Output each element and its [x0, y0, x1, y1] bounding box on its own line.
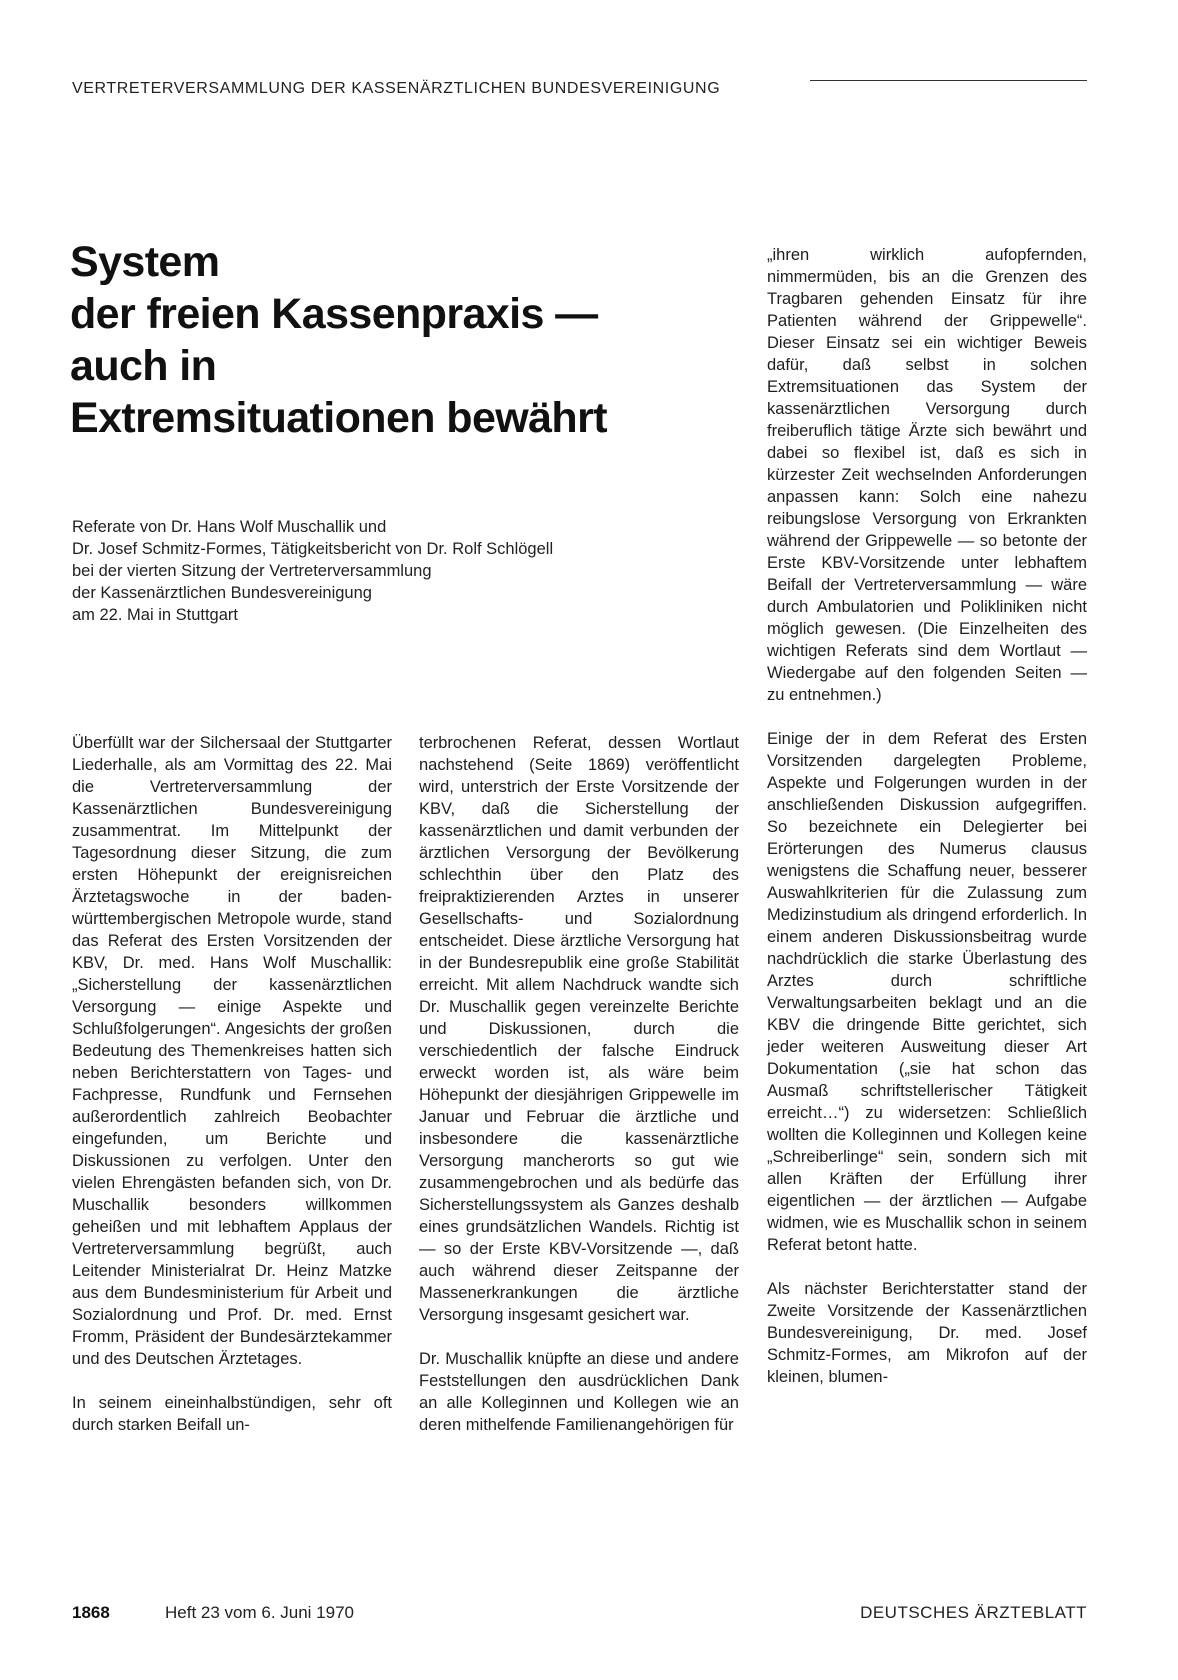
subtitle-line: am 22. Mai in Stuttgart: [72, 606, 238, 624]
page-number: 1868: [72, 1603, 110, 1622]
journal-name: DEUTSCHES ÄRZTEBLATT: [860, 1603, 1087, 1622]
paragraph: Einige der in dem Referat des Ersten Vorsitzenden dargelegten Probleme, Aspekte und Folgerungen wurden in der anschließenden Diskussion aufgegriffen. So bezeichnete ein Delegierter bei Erörterungen des Numerus clausus wenigstens die Schaffung neuer, besserer Auswahlkriterien für die Zulassung zum Medizinstudium als dringend erforderlich. In einem anderen Diskussionsbeitrag wurde nachdrücklich die starke Überlastung des Arztes durch schriftliche Verwaltungsarbeiten beklagt und an die KBV die dringende Bitte gerichtet, sich jeder weiteren Ausweitung dieser Art Dokumentation („sie hat schon das Ausmaß schriftstellerischer Tätigkeit erreicht…“) zu widersetzen: Schließlich wollten die Kolleginnen und Kollegen keine „Schreiberlinge“ sein, sondern sich mit allen Kräften der Erfüllung ihrer eigentlichen — der ärztlichen — Aufgabe widmen, wie es Muschallik schon in seinem Referat betont hatte.: [767, 730, 1087, 1254]
paragraph: Als nächster Berichterstatter stand der Zweite Vorsitzende der Kassenärztlichen Bundesvereinigung, Dr. med. Josef Schmitz-Formes, am Mikrofon auf der kleinen, blumen-: [767, 1280, 1087, 1386]
text-column-left: [72, 732, 392, 1436]
text-column-right: [767, 244, 1087, 1388]
paragraph: terbrochenen Referat, dessen Wortlaut nachstehend (Seite 1869) veröffentlicht wird, unterstrich der Erste Vorsitzende der KBV, daß die Sicherstellung der kassenärztlichen und damit verbunden der ärztlichen Versorgung der Bevölkerung schlechthin über den Platz des freipraktizierenden Arztes in unserer Gesellschafts- und Sozialordnung entscheidet. Diese ärztliche Versorgung hat in der Bundesrepublik eine große Stabilität erreicht. Mit allem Nachdruck wandte sich Dr. Muschallik gegen vereinzelte Berichte und Diskussionen, durch die verschiedentlich der falsche Eindruck erweckt worden ist, als wäre beim Höhepunkt der diesjährigen Grippewelle im Januar und Februar die ärztliche und insbesondere die kassenärztliche Versorgung mancherorts so gut wie zusammengebrochen und als bedürfe das Sicherstellungssystem als Ganzes deshalb eines grundsätzlichen Wandels. Richtig ist — so der Erste KBV-Vorsitzende —, daß auch während dieser Zeitspanne der Massenerkrankungen die ärztliche Versorgung insgesamt gesichert war.: [419, 734, 739, 1324]
subtitle-line: Referate von Dr. Hans Wolf Muschallik und: [72, 518, 387, 536]
subtitle-line: Dr. Josef Schmitz-Formes, Tätigkeitsbericht von Dr. Rolf Schlögell: [72, 540, 554, 558]
running-header: VERTRETERVERSAMMLUNG DER KASSENÄRZTLICHEN BUNDESVEREINIGUNG: [72, 80, 721, 97]
subtitle-line: der Kassenärztlichen Bundesvereinigung: [72, 584, 372, 602]
article-title: [70, 236, 710, 444]
paragraph: Überfüllt war der Silchersaal der Stuttgarter Liederhalle, als am Vormittag des 22. Mai die Vertreterversammlung der Kassenärztlichen Bundesvereinigung zusammentrat. Im Mittelpunkt der Tagesordnung dieser Sitzung, die zum ersten Höhepunkt der ereignisreichen Ärztetagswoche in der baden-württembergischen Metropole wurde, stand das Referat des Ersten Vorsitzenden der KBV, Dr. med. Hans Wolf Muschallik: „Sicherstellung der kassenärztlichen Versorgung — einige Aspekte und Schlußfolgerungen“. Angesichts der großen Bedeutung des Themenkreises hatten sich neben Berichterstattern von Tages- und Fachpresse, Rundfunk und Fernsehen außerordentlich zahlreich Beobachter eingefunden, um Berichte und Diskussionen zu verfolgen. Unter den vielen Ehrengästen befanden sich, von Dr. Muschallik besonders willkommen geheißen und mit lebhaftem Applaus der Vertreterversammlung begrüßt, auch Leitender Ministerialrat Dr. Heinz Matzke aus dem Bundesministerium für Arbeit und Sozialordnung und Prof. Dr. med. Ernst Fromm, Präsident der Bundesärztekammer und des Deutschen Ärztetages.: [72, 734, 392, 1368]
header-rule: [810, 80, 1087, 81]
title-line: System: [70, 238, 220, 286]
title-line: Extremsituationen bewährt: [70, 394, 607, 442]
issue-info: Heft 23 vom 6. Juni 1970: [165, 1603, 355, 1622]
subtitle-line: bei der vierten Sitzung der Vertreterversammlung: [72, 562, 432, 580]
title-line: der freien Kassenpraxis —: [70, 290, 598, 338]
paragraph: „ihren wirklich aufopfernden, nimmermüden, bis an die Grenzen des Tragbaren gehenden Einsatz für ihre Patienten während der Grippewelle“. Dieser Einsatz sei ein wichtiger Beweis dafür, daß selbst in solchen Extremsituationen das System der kassenärztlichen Versorgung durch freiberuflich tätige Ärzte sich bewährt und dabei so flexibel ist, daß es sich in kürzester Zeit wechselnden Anforderungen anpassen kann: Solch eine nahezu reibungslose Versorgung von Erkrankten während der Grippewelle — so betonte der Erste KBV-Vorsitzende unter lebhaftem Beifall der Vertreterversammlung — wäre durch Ambulatorien und Polikliniken nicht möglich gewesen. (Die Einzelheiten des wichtigen Referats sind dem Wortlaut — Wiedergabe auf den folgenden Seiten — zu entnehmen.): [767, 246, 1087, 704]
article-subtitle: [72, 516, 712, 626]
paragraph: Dr. Muschallik knüpfte an diese und andere Feststellungen den ausdrücklichen Dank an alle Kolleginnen und Kollegen wie an deren mithelfende Familienangehörigen für: [419, 1350, 739, 1434]
text-column-middle: [419, 732, 739, 1436]
title-line: auch in: [70, 342, 217, 390]
paragraph: In seinem eineinhalbstündigen, sehr oft durch starken Beifall un-: [72, 1394, 392, 1434]
